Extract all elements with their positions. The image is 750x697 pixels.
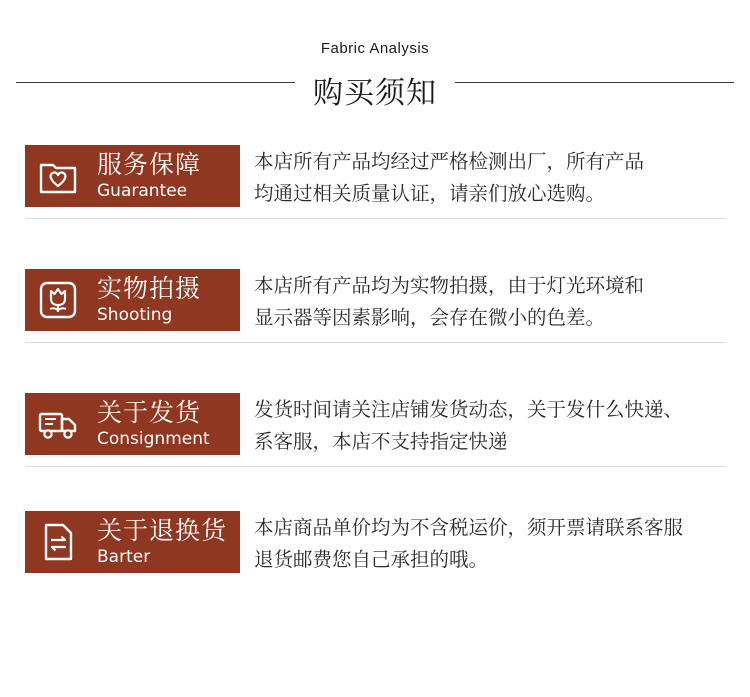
- description-line: 退货邮费您自己承担的哦。: [254, 548, 489, 571]
- section-badge: [25, 145, 240, 207]
- section-badge: [25, 393, 240, 455]
- description-line: 本店所有产品均为实物拍摄，由于灯光环境和: [254, 274, 645, 297]
- description-line: 本店商品单价均为不含税运价，须开票请联系客服: [254, 516, 684, 539]
- section-title: 关于退换货: [97, 516, 228, 545]
- section-shooting: [0, 269, 750, 349]
- section-barter: [0, 511, 750, 591]
- description-line: 本店所有产品均经过严格检测出厂，所有产品: [254, 150, 645, 173]
- description-line: 系客服，本店不支持指定快递: [254, 430, 508, 453]
- section-divider: [25, 466, 726, 467]
- section-description: [254, 270, 750, 334]
- header-subtitle: Fabric Analysis: [320, 40, 430, 57]
- section-english-title: Shooting: [97, 305, 173, 325]
- section-english-title: Barter: [97, 547, 151, 567]
- section-guarantee: [0, 145, 750, 225]
- section-description: [254, 512, 750, 576]
- section-badge: [25, 511, 240, 573]
- section-english-title: Consignment: [97, 429, 210, 449]
- section-badge: [25, 269, 240, 331]
- section-consignment: [0, 393, 750, 473]
- section-title: 关于发货: [97, 398, 202, 427]
- heart-folder-icon: [38, 156, 78, 196]
- exchange-icon: [38, 522, 78, 562]
- flower-icon: [38, 280, 78, 320]
- description-line: 发货时间请关注店铺发货动态，关于发什么快递、: [254, 398, 684, 421]
- section-title: 实物拍摄: [97, 274, 202, 303]
- description-line: 显示器等因素影响，会存在微小的色差。: [254, 306, 606, 329]
- page-title: 购买须知: [313, 76, 437, 111]
- truck-icon: [38, 404, 78, 444]
- section-english-title: Guarantee: [97, 181, 188, 201]
- section-divider: [25, 218, 726, 219]
- section-title: 服务保障: [97, 150, 202, 179]
- section-divider: [25, 342, 726, 343]
- section-description: [254, 394, 750, 458]
- section-description: [254, 146, 750, 210]
- description-line: 均通过相关质量认证，请亲们放心选购。: [254, 182, 606, 205]
